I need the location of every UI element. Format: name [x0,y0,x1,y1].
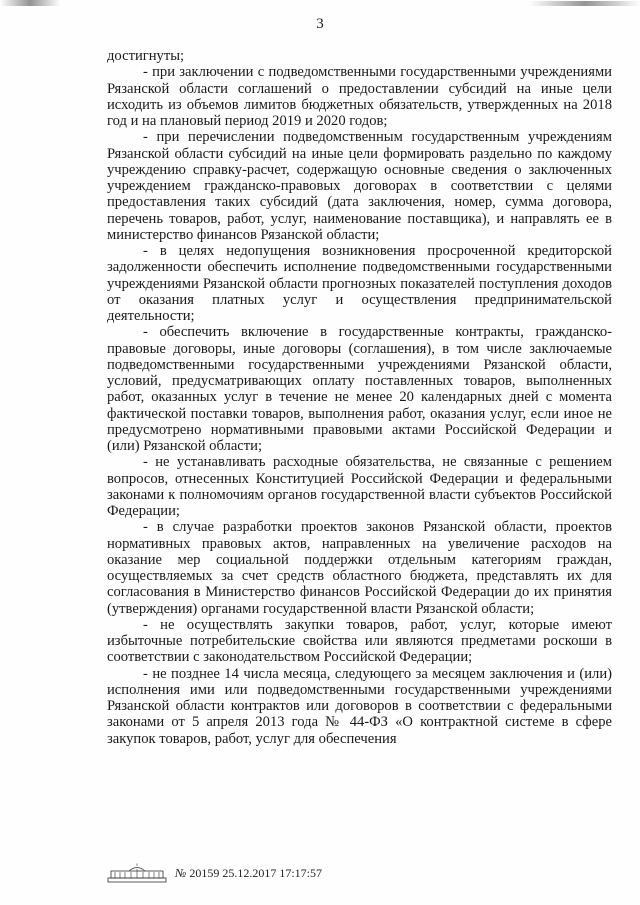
paragraph: - не устанавливать расходные обязательства, не связанные с решением вопросов, отнесенных Конституцией Российской Федерации и федеральными законами к полномочиям органов государственной власти субъектов Российской Федерации; [107,454,612,519]
paragraph: - обеспечить включение в государственные контракты, гражданско-правовые договоры, иные договоры (соглашения), в том числе заключаемые подведомственными государственными учреждениями Рязанской области, условий, предусматривающих оплату поставленных товаров, выполненных работ, оказанных услуг в течение не менее 20 календарных дней с момента фактической поставки товаров, выполнения работ, оказания услуг, если иное не предусмотрено нормативными правовыми актами Российской Федерации и (или) Рязанской области; [107,324,612,454]
paragraph: - не позднее 14 числа месяца, следующего за месяцем заключения и (или) исполнения ими или подведомственными государственными учреждениями Рязанской области контрактов или договоров в соответствии с федеральными законами от 5 апреля 2013 года № 44-ФЗ «О контрактной системе в сфере закупок товаров, работ, услуг для обеспечения [107,665,612,747]
number-sign: № [175,865,187,880]
scan-artifact-right [530,1,640,6]
scan-artifact-left [0,0,60,6]
paragraph: - не осуществлять закупки товаров, работ, услуг, которые имеют избыточные потребительские свойства или являются предметами роскоши в соответствии с законодательством Российской Федерации; [107,616,612,666]
document-registration [175,866,322,881]
paragraph: - в целях недопущения возникновения просроченной кредиторской задолженности обеспечить исполнение подведомственными государственными учреждениями Рязанской области прогнозных показателей поступления доходов от оказания платных услуг и осуществления предпринимательской деятельности; [107,243,612,324]
registration-info: 20159 25.12.2017 17:17:57 [189,865,322,880]
paragraph: - при перечислении подведомственным государственным учреждениям Рязанской области субсидий на иные цели формировать раздельно по каждому учреждению справку-расчет, содержащую основные сведения о заключенных учреждением гражданско-правовых договорах в соответствии с целями предоставления таких субсидий (дата заключения, номер, сумма договора, перечень товаров, работ, услуг, наименование поставщика), и направлять ее в министерство финансов Рязанской области; [107,129,612,243]
document-footer [107,862,322,884]
page-number: 3 [316,16,324,32]
paragraph: достигнуты; [107,48,185,64]
paragraph: - в случае разработки проектов законов Рязанской области, проектов нормативных правовых актов, направленных на увеличение расходов на оказание мер социальной поддержки отдельным категориям граждан, осуществляемых за счет средств областного бюджета, представлять их для согласования в Министерство финансов Российской Федерации до их принятия (утверждения) органами государственной власти Рязанской области; [107,519,612,617]
building-seal-icon [107,863,167,883]
document-body [107,48,612,747]
paragraph: - при заключении с подведомственными государственными учреждениями Рязанской области соглашений о предоставлении субсидий на иные цели исходить из объемов лимитов бюджетных обязательств, утвержденных на 2018 год и на плановый период 2019 и 2020 годов; [107,64,612,129]
